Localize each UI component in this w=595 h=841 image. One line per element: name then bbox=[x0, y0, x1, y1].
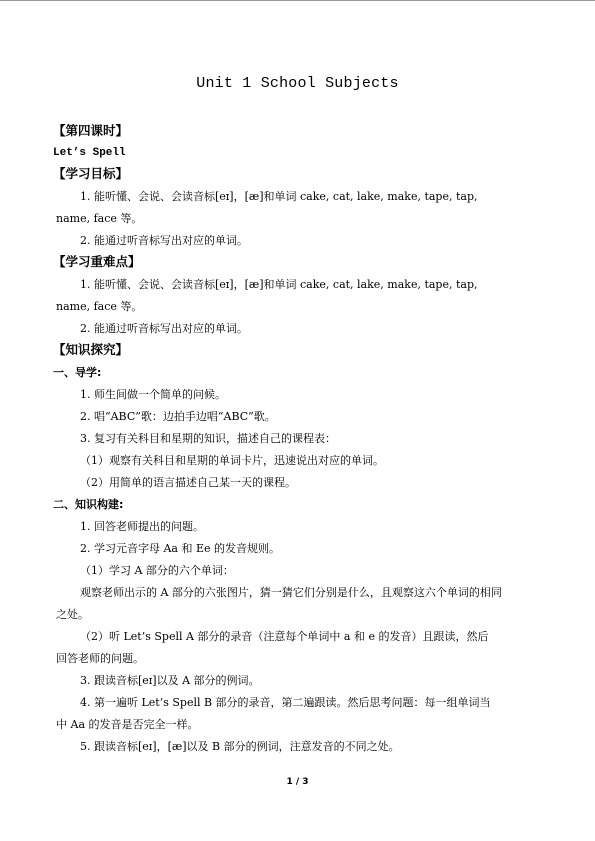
goal-1-line-1: 1. 能听懂、会说、会读音标[eɪ]，[æ]和单词 cake, cat, lake, make, tape, tap, bbox=[80, 190, 478, 203]
section-1-item-2: 2. 唱“ABC”歌：边拍手边唱“ABC”歌。 bbox=[80, 410, 276, 423]
section-2-item-3: 3. 跟读音标[eɪ]以及 A 部分的例词。 bbox=[80, 674, 260, 687]
section-1-item-3: 3. 复习有关科目和星期的知识，描述自己的课程表： bbox=[80, 432, 336, 445]
heading-lesson: 【第四课时】 bbox=[53, 123, 129, 138]
section-2-item-2-sub-1-text-line-2: 之处。 bbox=[56, 608, 89, 621]
heading-knowledge-exploration: 【知识探究】 bbox=[53, 342, 129, 357]
section-2-item-2-sub-2-line-2: 回答老师的问题。 bbox=[56, 652, 144, 665]
section-2-item-2-sub-2-line-1: （2）听 Let’s Spell A 部分的录音（注意每个单词中 a 和 e 的发音）且跟读，然后 bbox=[80, 630, 489, 643]
section-2-item-2-sub-1-text-line-1: 观察老师出示的 A 部分的六张图片，猜一猜它们分别是什么，且观察这六个单词的相同 bbox=[80, 586, 502, 599]
document-title: Unit 1 School Subjects bbox=[196, 75, 399, 92]
subheading-lets-spell: Let’s Spell bbox=[53, 147, 126, 159]
section-2-heading: 二、知识构建: bbox=[53, 498, 124, 511]
page-number: 1 / 3 bbox=[286, 777, 309, 787]
goal-2: 2. 能通过听音标写出对应的单词。 bbox=[80, 234, 248, 247]
section-1-heading: 一、导学: bbox=[53, 366, 102, 379]
section-2-item-2-sub-1: （1）学习 A 部分的六个单词： bbox=[80, 564, 234, 577]
section-1-item-3-sub-2: （2）用简单的语言描述自己某一天的课程。 bbox=[80, 476, 296, 489]
section-2-item-4-line-2: 中 Aa 的发音是否完全一样。 bbox=[56, 718, 199, 731]
key-point-1-line-1: 1. 能听懂、会说、会读音标[eɪ]，[æ]和单词 cake, cat, lake, make, tape, tap, bbox=[80, 278, 478, 291]
section-2-item-5: 5. 跟读音标[eɪ]，[æ]以及 B 部分的例词，注意发音的不同之处。 bbox=[80, 740, 400, 753]
goal-1-line-2: name, face 等。 bbox=[56, 212, 143, 225]
section-2-item-2: 2. 学习元音字母 Aa 和 Ee 的发音规则。 bbox=[80, 542, 281, 555]
key-point-1-line-2: name, face 等。 bbox=[56, 300, 143, 313]
heading-learning-goals: 【学习目标】 bbox=[53, 166, 129, 181]
section-2-item-1: 1. 回答老师提出的问题。 bbox=[80, 520, 204, 533]
key-point-2: 2. 能通过听音标写出对应的单词。 bbox=[80, 322, 248, 335]
heading-key-points: 【学习重难点】 bbox=[53, 254, 141, 269]
section-1-item-1: 1. 师生间做一个简单的问候。 bbox=[80, 388, 226, 401]
section-1-item-3-sub-1: （1）观察有关科目和星期的单词卡片，迅速说出对应的单词。 bbox=[80, 454, 384, 467]
section-2-item-4-line-1: 4. 第一遍听 Let’s Spell B 部分的录音，第二遍跟读。然后思考问题：每一组单词当 bbox=[80, 696, 491, 709]
